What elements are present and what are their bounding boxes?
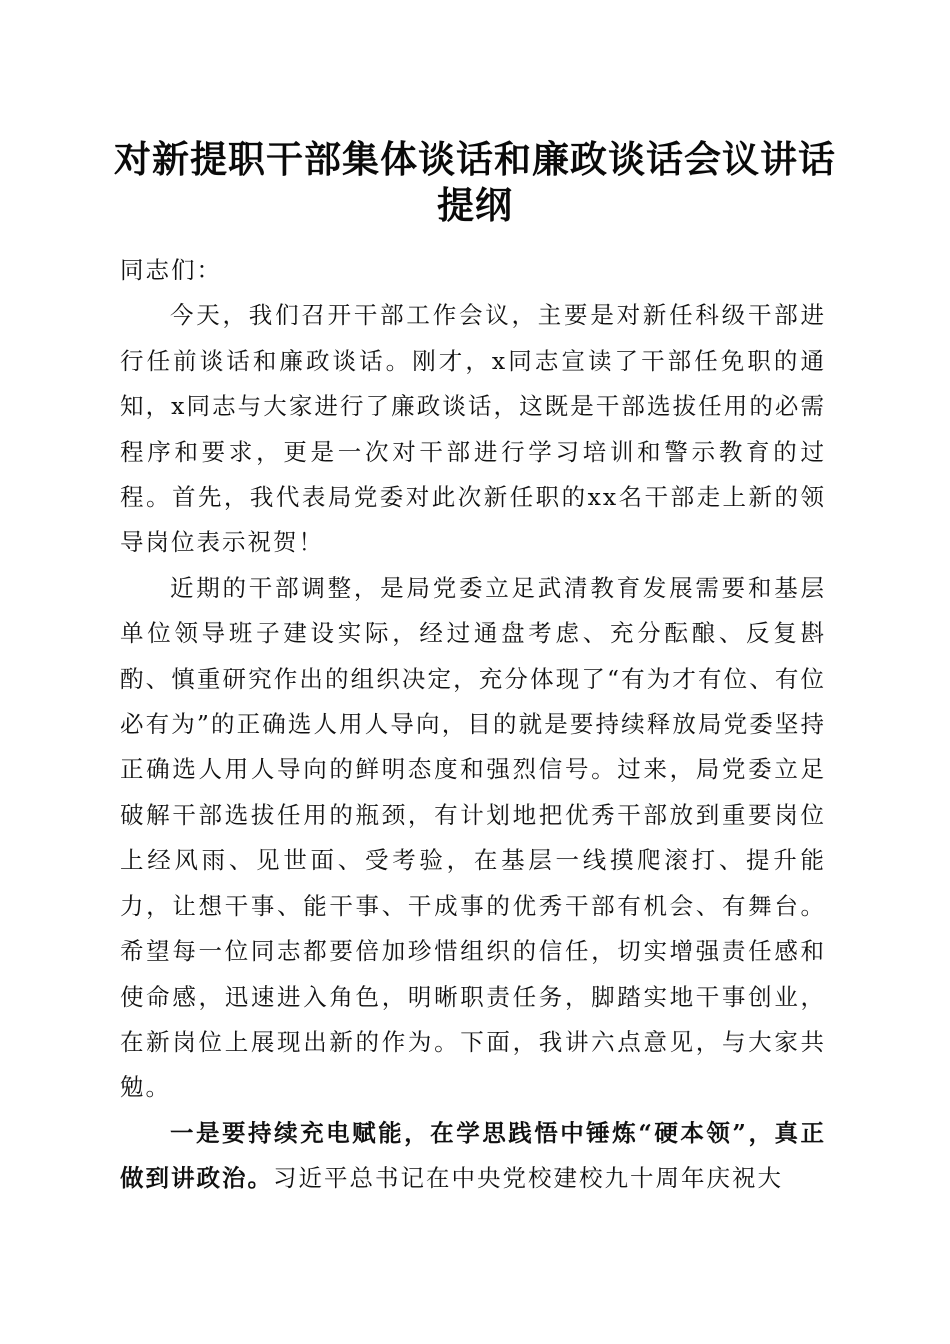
paragraph-point-one: [120, 1111, 826, 1202]
salutation: 同志们：: [120, 256, 222, 284]
point-one-heading: 一是要持续充电赋能，在学思践悟中锤炼“硬本领”，真正做到讲政治。: [120, 1118, 826, 1193]
paragraph-opening: 今天，我们召开干部工作会议，主要是对新任科级干部进行任前谈话和廉政谈话。刚才，x同志宣读了干部任免职的通知，x同志与大家进行了廉政谈话，这既是干部选拔任用的必需程序和要求，更是一次对干部进行学习培训和警示教育的过程。首先，我代表局党委对此次新任职的xx名干部走上新的领导岗位表示祝贺！: [120, 301, 826, 557]
document-body: [120, 248, 826, 1202]
paragraph-adjustment: 近期的干部调整，是局党委立足武清教育发展需要和基层单位领导班子建设实际，经过通盘考虑、充分酝酿、反复斟酌、慎重研究作出的组织决定，充分体现了“有为才有位、有位必有为”的正确选人用人导向，目的就是要持续释放局党委坚持正确选人用人导向的鲜明态度和强烈信号。过来，局党委立足破解干部选拔任用的瓶颈，有计划地把优秀干部放到重要岗位上经风雨、见世面、受考验，在基层一线摸爬滚打、提升能力，让想干事、能干事、干成事的优秀干部有机会、有舞台。希望每一位同志都要倍加珍惜组织的信任，切实增强责任感和使命感，迅速进入角色，明晰职责任务，脚踏实地干事创业，在新岗位上展现出新的作为。下面，我讲六点意见，与大家共勉。: [120, 573, 826, 1102]
point-one-text: 习近平总书记在中央党校建校九十周年庆祝大: [273, 1164, 783, 1193]
document-title: 对新提职干部集体谈话和廉政谈话会议讲话提纲: [114, 137, 836, 227]
